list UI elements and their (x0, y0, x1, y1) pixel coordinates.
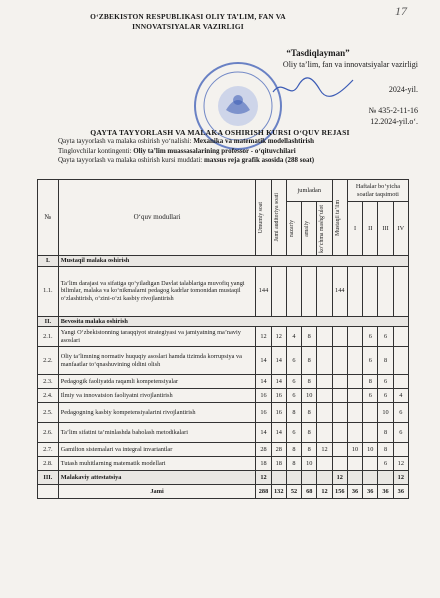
meta-duration-label: Qayta tayyorlash va malaka oshirish kursi muddati: (58, 156, 204, 165)
course-meta (58, 137, 438, 166)
signature-icon (268, 70, 358, 110)
meta-contingent-label: Tinglovchilar kontingenti: (58, 146, 134, 155)
meta-duration-value: maxsus reja grafik asosida (288 soat) (204, 156, 315, 165)
header-practice: amaliy (302, 202, 317, 256)
header-total-hours: Umumiy soat (256, 180, 271, 256)
approval-reg: № 435-2-11-16 (368, 106, 418, 115)
table-row: 1.1. Ta’lim darajasi va sifatiga qo‘yiladigan Davlat talablariga muvofiq yangi bilimlar, malaka va ko‘nikmalarni pedagog kadrlar tomonidan mustaqil o‘zlashtirish, o‘zini-o‘zi kasbiy rivojlantirish 144 144 (38, 266, 409, 316)
header-week-1: I (347, 202, 362, 256)
table-row: 2.1. Yangi O‘zbekistonning taraqqiyot strategiyasi va jamiyatning ma’naviy asoslari 12 12 4 8 6 6 (38, 327, 409, 347)
header-including: jumladan (286, 180, 332, 202)
table-row: 2.6. Ta’lim sifatini ta’minlashda baholash metodikalari 14 14 6 8 8 6 (38, 423, 409, 443)
header-independent: Mustaqil ta’lim (332, 180, 347, 256)
header-number: № (38, 180, 59, 256)
document-title: QAYTA TAYYORLASH VA MALAKA OSHIRISH KURSI O‘QUV REJASI (90, 128, 350, 137)
header-weeks: Haftalar bo‘yicha soatlar taqsimoti (347, 180, 408, 202)
total-row: Jami 288 132 52 68 12 156 36 36 36 36 (38, 485, 409, 499)
meta-contingent-value: Oliy ta’lim muassasalarining professor - o‘qituvchilari (133, 146, 296, 155)
table-row: 2.8. Tutash muhitlarning matematik modellari 18 18 8 10 6 12 (38, 457, 409, 471)
approval-line: Oliy ta’lim, fan va innovatsiyalar vazirligi (282, 60, 418, 69)
table-row: 2.4. Ilmiy va innovatsion faoliyatni rivojlantirish 16 16 6 10 6 6 4 (38, 389, 409, 403)
table-row: 2.3. Pedagogik faoliyatda raqamli kompetensiyalar 14 14 6 8 8 6 (38, 375, 409, 389)
ministry-line2: INNOVATSIYALAR VAZIRLIGI (132, 22, 244, 31)
table-row: 2.2. Oliy ta’limning normativ huquqiy asoslari hamda tizimda korrupsiya va manfaatlar to‘qnashuvining oldini olish 14 14 6 8 6 8 (38, 347, 409, 375)
ministry-header (68, 12, 308, 32)
curriculum-table (37, 179, 409, 499)
table-row: 2.7. Gamilton sistemalari va integral invariantlar 28 28 8 8 12 10 10 8 (38, 443, 409, 457)
approval-reg2: 12.2024-yil.o‘. (370, 117, 418, 126)
meta-direction-value: Mexanika va matematik modellashtirish (193, 137, 315, 145)
header-modules: O‘quv modullari (58, 180, 256, 256)
section-row: I. Mustaqil malaka oshirish (38, 256, 409, 267)
header-theory: nazariy (286, 202, 301, 256)
corner-handwritten-mark: 17 (395, 4, 407, 18)
approval-year: 2024-yil. (388, 85, 418, 94)
header-week-2: II (363, 202, 378, 256)
header-week-4: IV (393, 202, 408, 256)
header-week-3: III (378, 202, 393, 256)
approval-title: “Tasdiqlayman” (286, 48, 350, 58)
header-auditorium-hours: Jami auditoriya soati (271, 180, 286, 256)
section-row: II. Bevosita malaka oshirish (38, 316, 409, 327)
ministry-line1: O‘ZBEKISTON RESPUBLIKASI OLIY TA’LIM, FAN VA (90, 12, 286, 21)
header-field: ko‘chma mashg‘ulot (317, 202, 332, 256)
table-row: 2.5. Pedagogning kasbiy kompetensiyalarini rivojlantirish 16 16 8 8 10 6 (38, 403, 409, 423)
meta-direction-label: Qayta tayyorlash va malaka oshirish yo‘nalishi: (58, 137, 194, 145)
section-row: III. Malakaviy attestatsiya 12 12 12 (38, 471, 409, 485)
